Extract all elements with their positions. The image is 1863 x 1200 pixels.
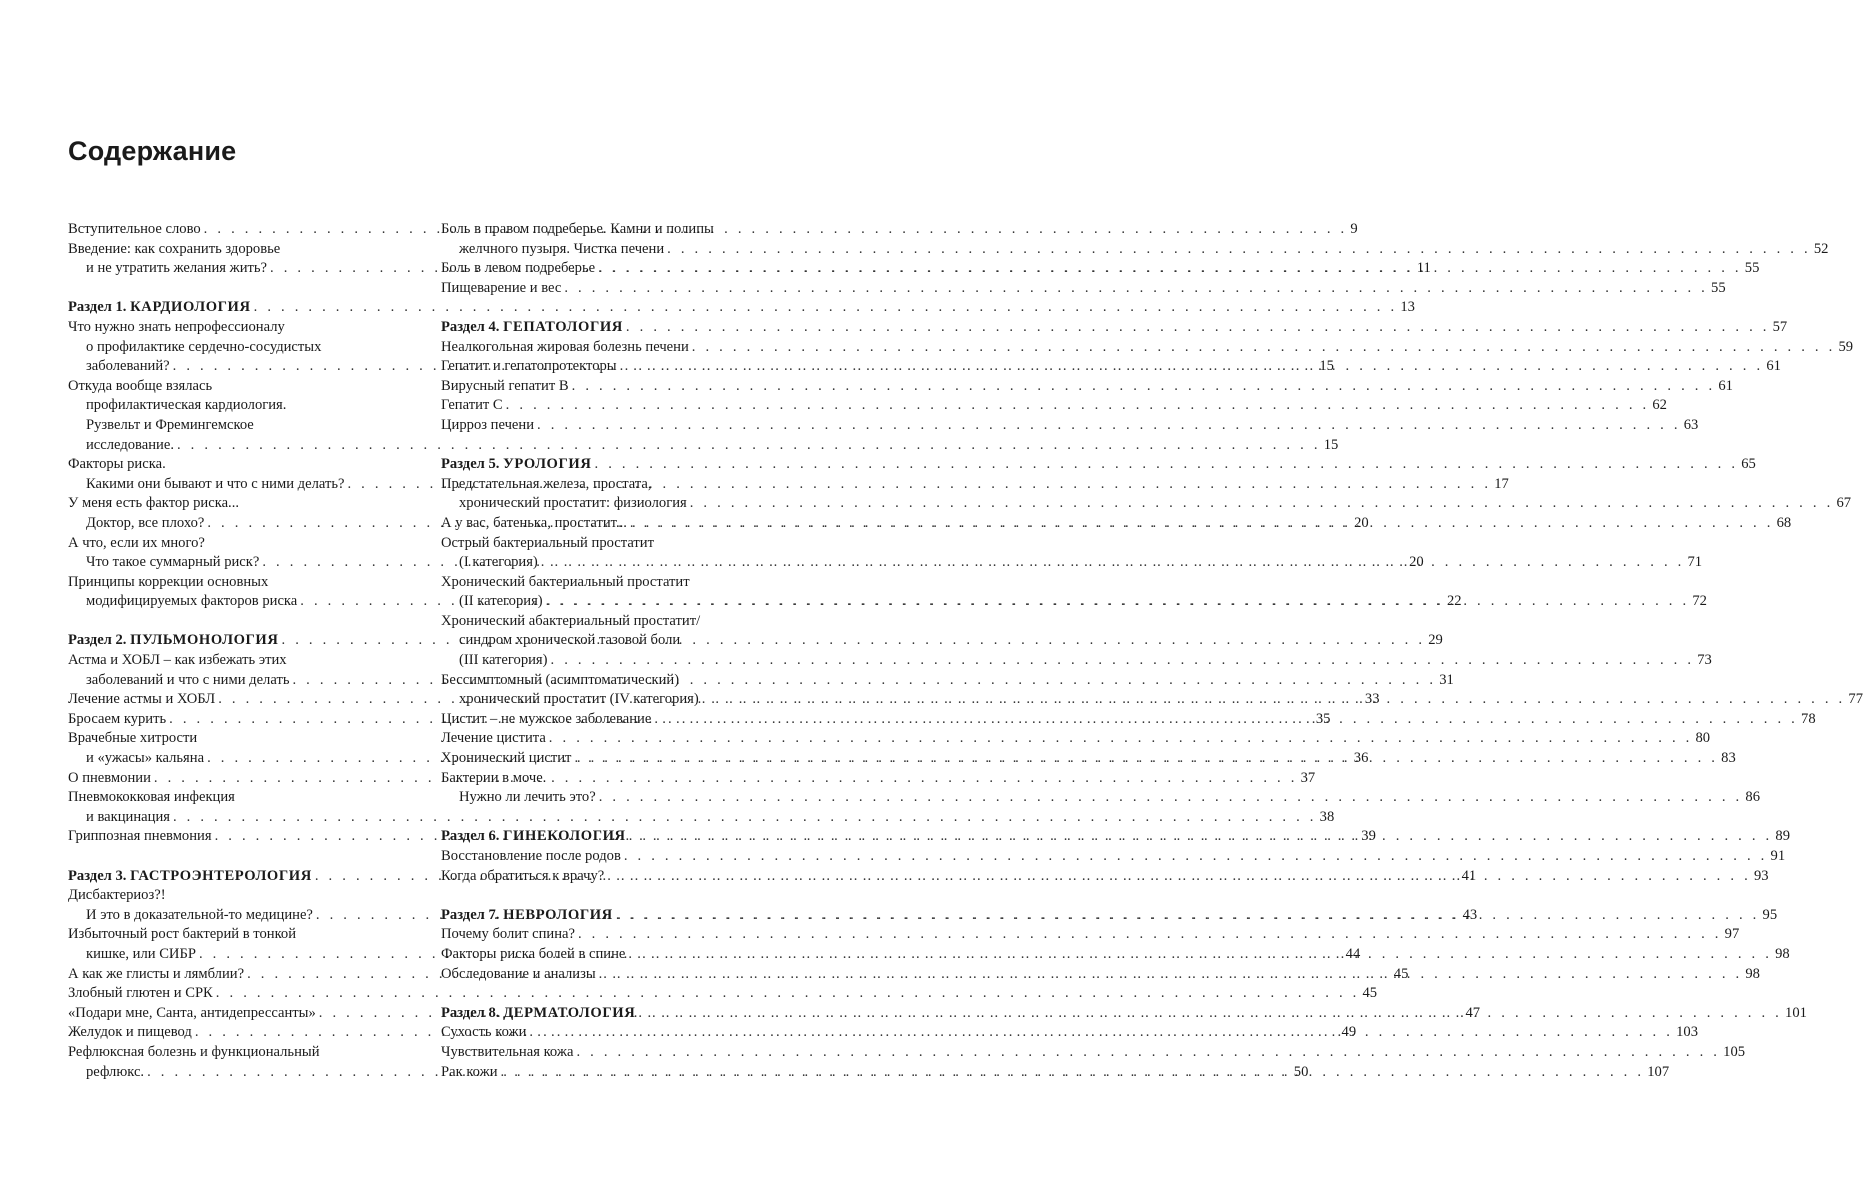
- toc-entry[interactable]: [441, 377, 1733, 397]
- toc-entry-line: [441, 573, 780, 593]
- toc-entry-line: [441, 220, 780, 240]
- toc-entry-title: (I категория): [459, 554, 538, 571]
- page-number: 72: [1692, 593, 1707, 610]
- page-number: 36: [1353, 750, 1369, 767]
- section-name: ГЕПАТОЛОГИЯ: [503, 318, 623, 335]
- section-heading-title: [68, 867, 312, 887]
- toc-entry-title: Что такое суммарный риск?: [86, 554, 260, 571]
- toc-entry-title: Какими они бывают и что с ними делать?: [86, 475, 345, 492]
- toc-entry-title: Предстательная железа, простата,: [441, 475, 652, 492]
- section-number: Раздел 6.: [441, 828, 500, 845]
- page-number: 35: [1315, 710, 1331, 727]
- toc-entry-line: [441, 612, 780, 632]
- toc-entry[interactable]: [441, 416, 1699, 436]
- page-number: 89: [1775, 828, 1790, 845]
- toc-entry[interactable]: [68, 984, 1378, 1004]
- toc-entry[interactable]: [441, 847, 1786, 867]
- toc-entry-title: желчного пузыря. Чистка печени: [459, 240, 665, 257]
- dot-leader: [572, 377, 1716, 397]
- toc-entry-line: [441, 729, 1711, 749]
- toc-entry-line: [441, 651, 1712, 671]
- toc-entry-line: [441, 788, 1760, 808]
- dot-leader: [541, 553, 1685, 573]
- toc-entry-title: Сухость кожи: [441, 1024, 527, 1041]
- toc-entry-title: Хронический абактериальный простатит/: [441, 612, 701, 629]
- toc-entry-line: [68, 396, 407, 416]
- page-number: 103: [1676, 1024, 1698, 1041]
- toc-entry-title: Вступительное слово: [68, 221, 201, 237]
- page-number: 45: [1362, 985, 1378, 1002]
- section-heading-title: [68, 298, 251, 318]
- toc-entry[interactable]: [441, 925, 1740, 945]
- toc-entry-line: [441, 534, 780, 554]
- dot-leader: [598, 259, 1742, 279]
- toc-entry-title: Желудок и пищевод: [68, 1024, 192, 1041]
- toc-entry-line: [441, 377, 1733, 397]
- page-number: 38: [1319, 808, 1335, 825]
- dot-leader: [578, 925, 1722, 945]
- toc-entry-title: Бактерии в моче.: [441, 769, 547, 786]
- toc-entry-title: Обследование и анализы: [441, 965, 596, 982]
- toc-entry-line: [441, 279, 1726, 299]
- toc-entry-title: заболеваний?: [86, 358, 170, 375]
- page-number: 93: [1753, 867, 1769, 884]
- toc-entry-line: [441, 396, 1667, 416]
- toc-entry-title: Лечение цистита: [441, 730, 546, 747]
- toc-entry-title: Рузвельт и Фремингемское: [86, 416, 254, 433]
- toc-entry-line: [441, 631, 780, 651]
- dot-leader: [254, 298, 1398, 318]
- page-number: 43: [1462, 906, 1478, 923]
- toc-entry-title: Цистит – не мужское заболевание: [441, 710, 652, 727]
- page-number: 97: [1724, 926, 1740, 943]
- dot-leader: [595, 455, 1739, 475]
- page-number: 71: [1687, 554, 1703, 571]
- toc-entry-line: [68, 455, 407, 475]
- toc-entry-title: Гепатит С: [441, 397, 503, 414]
- section-heading-title: [441, 827, 626, 847]
- section-number: Раздел 4.: [441, 318, 500, 335]
- page-number: 15: [1323, 436, 1339, 453]
- toc-entry-line: [68, 886, 407, 906]
- page-number: 107: [1647, 1063, 1670, 1080]
- toc-entry-title: профилактическая кардиология.: [86, 397, 287, 414]
- toc-entry-title: Принципы коррекции основных: [68, 573, 269, 590]
- dot-leader: [628, 945, 1772, 965]
- page-number: 31: [1439, 671, 1454, 688]
- page-number: 101: [1785, 1004, 1807, 1021]
- page-number: 39: [1361, 828, 1376, 845]
- section-name: КАРДИОЛОГИЯ: [130, 299, 251, 316]
- toc-entry-title: Пищеварение и вес: [441, 279, 562, 296]
- toc-entry-title: Неалкогольная жировая болезнь печени: [441, 338, 689, 355]
- page-number: 57: [1772, 318, 1788, 335]
- page-number: 105: [1723, 1043, 1746, 1060]
- toc-entry-line: [68, 1043, 407, 1063]
- toc-entry-line: [68, 240, 407, 260]
- page-number: 77: [1848, 691, 1863, 708]
- toc-entry[interactable]: [441, 220, 1829, 259]
- page-number: 61: [1718, 377, 1733, 394]
- toc-entry-title: Злобный глютен и СРК: [68, 985, 213, 1002]
- page-number: 98: [1745, 965, 1760, 982]
- toc-entry-title: Хронический цистит: [441, 750, 572, 767]
- toc-entry-title: рефлюкс.: [86, 1063, 145, 1080]
- toc-entry-title: А как же глисты и лямблии?: [68, 965, 245, 982]
- page-number: 45: [1393, 965, 1409, 982]
- toc-entry-line: [68, 494, 407, 514]
- page-number: 20: [1354, 514, 1369, 531]
- toc-entry-title: хронический простатит (IV категория): [459, 691, 699, 708]
- page-number: 80: [1695, 730, 1711, 747]
- dot-leader: [692, 338, 1836, 358]
- toc-entry-title: Почему болит спина?: [441, 926, 575, 943]
- page-number: 44: [1345, 945, 1361, 962]
- dot-leader: [216, 984, 1360, 1004]
- dot-leader: [529, 1023, 1673, 1043]
- toc-entry-title: Бессимптомный (асимптоматический): [441, 671, 680, 688]
- toc-entry-title: (II категория): [459, 593, 543, 610]
- page-number: 20: [1409, 554, 1424, 571]
- toc-entry-title: Нужно ли лечить это?: [459, 789, 596, 806]
- toc-entry[interactable]: [441, 729, 1711, 749]
- toc-entry-title: О пневмонии: [68, 769, 151, 786]
- toc-entry-line: [68, 416, 407, 436]
- section-heading-title: [68, 631, 279, 651]
- toc-entry-line: [68, 984, 1378, 1004]
- dot-leader: [506, 396, 1650, 416]
- toc-entry-title: Хронический бактериальный простатит: [441, 573, 690, 590]
- page-number: 41: [1461, 867, 1477, 884]
- toc-entry-title: Когда обратиться к врачу?: [441, 867, 605, 884]
- page-number: 49: [1341, 1024, 1357, 1041]
- section-number: Раздел 8.: [441, 1004, 500, 1021]
- page-number: 11: [1416, 260, 1431, 277]
- page-number: 55: [1711, 279, 1726, 296]
- toc-entry-line: [441, 847, 1786, 867]
- toc-entry-title: хронический простатит: физиология: [459, 495, 687, 512]
- toc-entry-title: Чувствительная кожа: [441, 1043, 574, 1060]
- page-number: 52: [1813, 240, 1829, 257]
- toc-entry-line: [441, 494, 1852, 514]
- toc-entry-line: [68, 573, 407, 593]
- toc-entry-title: Дисбактериоз?!: [68, 887, 166, 904]
- toc-entry-title: «Подари мне, Санта, антидепрессанты»: [68, 1004, 316, 1021]
- toc-entry-title: модифицируемых факторов риска: [86, 593, 298, 610]
- page-number: 61: [1766, 358, 1781, 375]
- toc-entry-title: Цирроз печени: [441, 416, 535, 433]
- toc-entry-title: Боль в левом подреберье: [441, 260, 596, 277]
- section-heading[interactable]: [441, 455, 1756, 475]
- toc-entry-title: А что, если их много?: [68, 534, 205, 551]
- section-name: ГИНЕКОЛОГИЯ: [503, 828, 626, 845]
- toc-entry-line: [68, 925, 407, 945]
- page-number: 50: [1293, 1063, 1309, 1080]
- page-number: 22: [1446, 593, 1462, 610]
- toc-entry-title: и «ужасы» кальяна: [86, 750, 205, 767]
- dot-leader: [629, 827, 1773, 847]
- section-heading[interactable]: [441, 318, 1788, 338]
- toc-entry[interactable]: [441, 1043, 1746, 1063]
- page-number: 62: [1652, 397, 1667, 414]
- section-heading-title: [441, 455, 592, 475]
- dot-leader: [638, 1004, 1782, 1024]
- page-number: 17: [1494, 475, 1509, 492]
- toc-entry-line: [68, 338, 407, 358]
- page-number: 98: [1775, 945, 1790, 962]
- toc-entry[interactable]: [441, 396, 1667, 416]
- dot-leader: [667, 240, 1811, 260]
- section-heading-title: [441, 318, 623, 338]
- toc-entry-line: [68, 808, 1335, 828]
- section-heading-title: [441, 1004, 635, 1024]
- dot-leader: [549, 729, 1693, 749]
- section-name: НЕВРОЛОГИЯ: [503, 906, 613, 923]
- toc-entry-title: Рефлюксная болезнь и функциональный: [68, 1043, 320, 1060]
- page-number: 59: [1838, 338, 1854, 355]
- dot-leader: [620, 357, 1764, 377]
- dot-leader: [537, 416, 1681, 436]
- toc-entry-title: Острый бактериальный простатит: [441, 534, 654, 551]
- toc-entry-title: Пневмококковая инфекция: [68, 789, 235, 806]
- toc-entry-line: [441, 240, 1829, 260]
- page-number: 86: [1745, 789, 1760, 806]
- section-number: Раздел 5.: [441, 456, 500, 473]
- dot-leader: [564, 279, 1708, 299]
- toc-entry-title: Рак кожи: [441, 1063, 498, 1080]
- page-number: 9: [1350, 221, 1358, 237]
- toc-entry-line: [68, 436, 1339, 456]
- section-name: УРОЛОГИЯ: [503, 456, 592, 473]
- toc-entry-title: Введение: как сохранить здоровье: [68, 240, 281, 257]
- toc-entry-line: [68, 729, 407, 749]
- section-number: Раздел 1.: [68, 299, 127, 316]
- page-number: 73: [1697, 652, 1712, 669]
- toc-entry-title: Откуда вообще взялась: [68, 377, 213, 394]
- dot-leader: [630, 514, 1774, 534]
- dot-leader: [546, 592, 1690, 612]
- toc-entry-title: Лечение астмы и ХОБЛ: [68, 691, 216, 708]
- dot-leader: [626, 318, 1770, 338]
- toc-entry-title: Факторы риска.: [68, 456, 166, 473]
- toc-entry-line: [441, 338, 1854, 358]
- dot-leader: [654, 710, 1798, 730]
- page-number: 13: [1400, 299, 1415, 316]
- toc-entry-title: Бросаем курить: [68, 710, 167, 727]
- toc-entry-title: Восстановление после родов: [441, 848, 621, 864]
- page-number: 29: [1428, 632, 1443, 649]
- page-number: 47: [1465, 1004, 1481, 1021]
- toc-entry-title: и не утратить желания жить?: [86, 260, 268, 277]
- toc-entry-title: о профилактике сердечно-сосудистых: [86, 338, 322, 355]
- section-heading-title: [441, 906, 613, 926]
- toc-entry-line: [441, 1043, 1746, 1063]
- toc-entry-title: Гриппозная пневмония: [68, 828, 212, 845]
- page-number: 78: [1801, 710, 1816, 727]
- page-number: 63: [1683, 416, 1699, 433]
- dot-leader: [616, 906, 1760, 926]
- toc-entry-title: синдром хронической тазовой боли: [459, 632, 681, 649]
- toc-entry-title: Вирусный гепатит В: [441, 377, 569, 394]
- toc-entry-title: Гепатит и гепатопротекторы: [441, 358, 617, 375]
- page-number: 91: [1770, 848, 1786, 864]
- section-number: Раздел 3.: [68, 867, 127, 884]
- toc-entry-title: У меня есть фактор риска...: [68, 495, 239, 512]
- section-heading[interactable]: [68, 298, 1415, 318]
- toc-entry-line: [68, 318, 407, 338]
- page-number: 65: [1741, 456, 1756, 473]
- toc-entry-title: Боль в правом подреберье. Камни и полипы: [441, 221, 714, 237]
- page-number: 15: [1319, 358, 1334, 375]
- toc-entry-line: [441, 671, 780, 691]
- toc-entry-line: [68, 534, 407, 554]
- section-name: ГАСТРОЭНТЕРОЛОГИЯ: [130, 867, 312, 884]
- section-number: Раздел 7.: [441, 906, 500, 923]
- toc-entry-title: Астма и ХОБЛ – как избежать этих: [68, 652, 287, 669]
- toc-entry-title: и вакцинация: [86, 808, 170, 825]
- toc-entry-line: [441, 416, 1699, 436]
- dot-leader: [574, 749, 1718, 769]
- dot-leader: [702, 690, 1846, 710]
- toc-entry-title: А у вас, батенька, простатит...: [441, 514, 627, 531]
- dot-leader: [599, 965, 1743, 985]
- section-name: ДЕРМАТОЛОГИЯ: [503, 1004, 636, 1021]
- dot-leader: [624, 847, 1768, 867]
- page-number: 95: [1762, 906, 1778, 923]
- page-number: 37: [1300, 769, 1316, 786]
- toc-entry-title: Избыточный рост бактерий в тонкой: [68, 926, 297, 943]
- dot-leader: [690, 494, 1834, 514]
- toc-entry-line: [68, 377, 407, 397]
- toc-entry-title: Врачебные хитрости: [68, 730, 198, 747]
- page-number: 33: [1364, 691, 1380, 708]
- page-number: 83: [1721, 750, 1736, 767]
- page-title: Содержание: [68, 136, 237, 166]
- toc-entry-title: Доктор, все плохо?: [86, 514, 205, 531]
- section-name: ПУЛЬМОНОЛОГИЯ: [130, 632, 279, 649]
- toc-entry-title: И это в доказательной-то медицине?: [86, 906, 313, 923]
- page-number: 67: [1836, 495, 1852, 512]
- toc-entry-title: Что нужно знать непрофессионалу: [68, 318, 285, 335]
- page-number: 68: [1776, 514, 1792, 531]
- toc-entry[interactable]: [441, 338, 1854, 358]
- dot-leader: [607, 867, 1751, 887]
- toc-entry[interactable]: [441, 279, 1726, 299]
- toc-entry-line: [441, 769, 780, 789]
- dot-leader: [599, 788, 1743, 808]
- dot-leader: [576, 1043, 1720, 1063]
- toc-entry-title: Факторы риска болей в спине: [441, 945, 626, 962]
- dot-leader: [551, 651, 1695, 671]
- toc-entry-title: заболеваний и что с ними делать: [86, 671, 290, 688]
- toc-entry-line: [441, 925, 1740, 945]
- toc-entry-line: [441, 475, 780, 495]
- toc-entry-line: [68, 651, 407, 671]
- toc-entry-title: исследование.: [86, 436, 174, 453]
- toc-entry-title: (III категория): [459, 652, 548, 669]
- toc-entry-line: [68, 788, 407, 808]
- toc-entry-title: кишке, или СИБР: [86, 945, 196, 962]
- section-number: Раздел 2.: [68, 632, 127, 649]
- dot-leader: [501, 1063, 1645, 1083]
- page-number: 55: [1744, 260, 1760, 277]
